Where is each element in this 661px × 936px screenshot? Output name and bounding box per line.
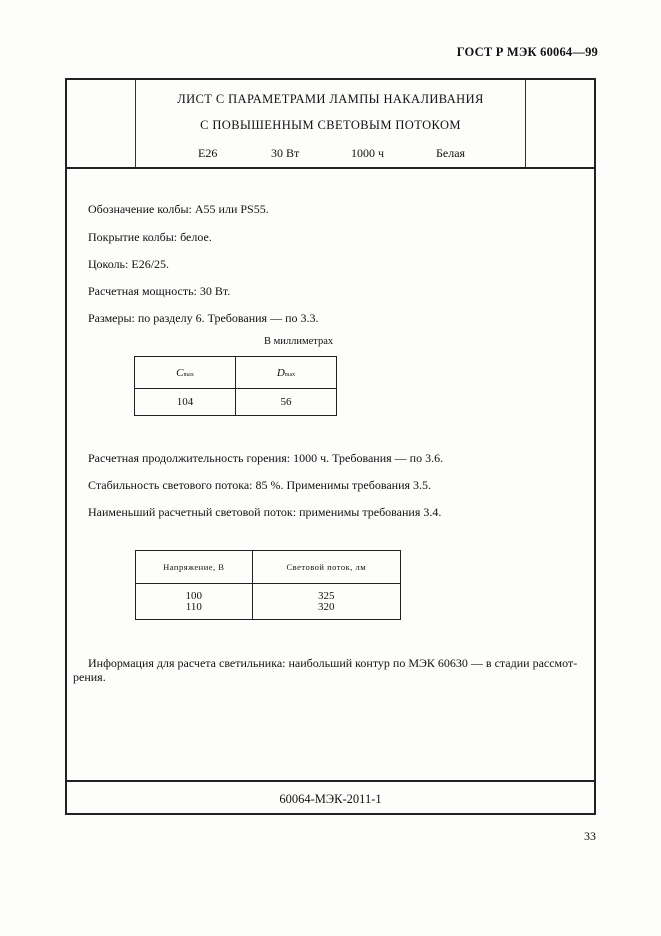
flux-values: 325 320: [252, 584, 400, 620]
dimensions-table: [134, 356, 337, 416]
luminous-flux-table: [135, 550, 401, 620]
flux-stability: Стабильность светового потока: 85 %. Применимы требования 3.5.: [88, 478, 432, 492]
cap-type: Цоколь: E26/25.: [88, 257, 170, 271]
bulb-coating: Покрытие колбы: белое.: [88, 230, 212, 244]
d-max-value: 56: [236, 389, 337, 416]
sheet-code: 60064-МЭК-2011-1: [67, 780, 594, 817]
col-d-max-header: Dmax: [236, 357, 337, 389]
param-color: Белая: [436, 146, 466, 160]
luminaire-info-line2: рения.: [73, 670, 106, 684]
param-power: 30 Вт: [271, 146, 300, 160]
voltage-values: 100 110: [136, 584, 253, 620]
sheet-title-box: [135, 80, 526, 167]
bulb-designation: Обозначение колбы: A55 или PS55.: [88, 202, 269, 216]
c-max-value: 104: [135, 389, 236, 416]
page-number: 33: [584, 829, 596, 843]
sheet-header: [67, 80, 594, 169]
min-luminous-flux: Наименьший расчетный световой поток: применимы требования 3.4.: [88, 505, 442, 519]
param-cap: E26: [198, 146, 218, 160]
flux-header: Световой поток, лм: [252, 551, 400, 584]
voltage-header: Напряжение, В: [136, 551, 253, 584]
units-note: В миллиметрах: [264, 336, 334, 347]
data-sheet-frame: [65, 78, 596, 815]
rated-life: Расчетная продолжительность горения: 1000 ч. Требования — по 3.6.: [88, 451, 444, 465]
param-life: 1000 ч: [351, 146, 385, 160]
rated-power: Расчетная мощность: 30 Вт.: [88, 284, 231, 298]
luminaire-info-line1: Информация для расчета светильника: наибольший контур по МЭК 60630 — в стадии рассмот-: [88, 656, 578, 670]
standard-designation: ГОСТ Р МЭК 60064—99: [456, 45, 598, 59]
sheet-title-line1: ЛИСТ С ПАРАМЕТРАМИ ЛАМПЫ НАКАЛИВАНИЯ: [177, 92, 484, 106]
sheet-title-line2: С ПОВЫШЕННЫМ СВЕТОВЫМ ПОТОКОМ: [200, 118, 461, 132]
dimensions-requirement: Размеры: по разделу 6. Требования — по 3.3.: [88, 311, 319, 325]
col-c-max-header: Cmax: [135, 357, 236, 389]
